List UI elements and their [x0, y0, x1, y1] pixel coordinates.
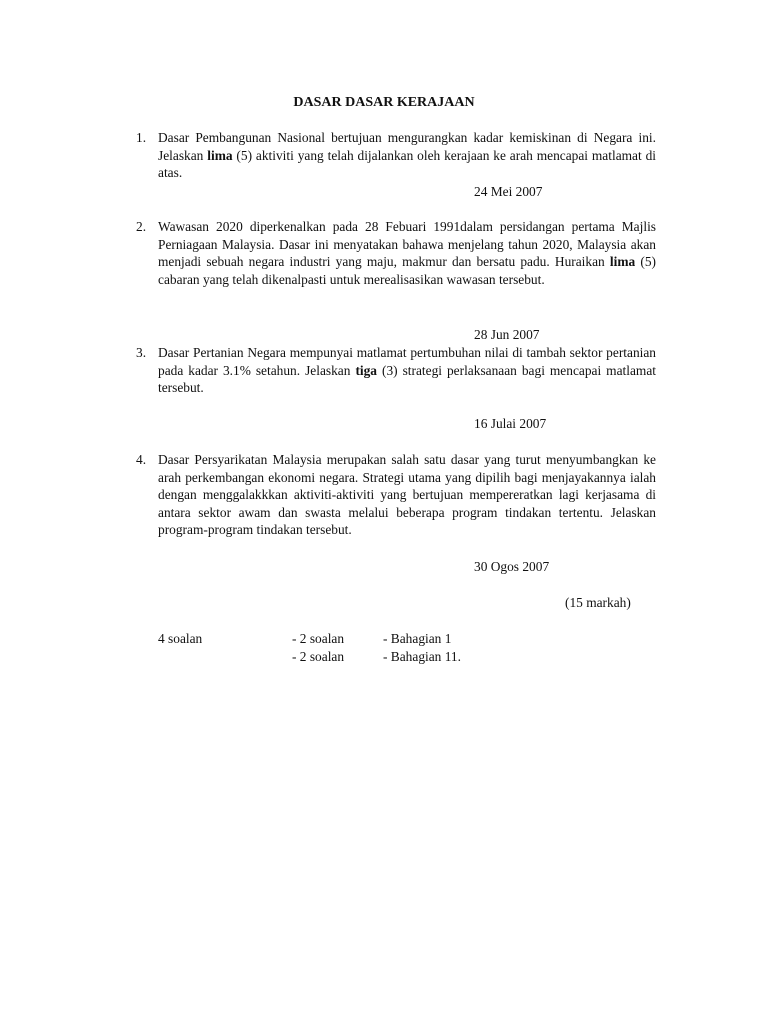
- question-text: Dasar Pertanian Negara mempunyai matlamat pertumbuhan nilai di tambah sektor pertanian pada kadar 3.1% setahun. Jelaskan tiga (3) strategi perlaksanaan bagi mencapai matlamat tersebut.: [158, 345, 656, 395]
- emphasis: tiga: [355, 362, 378, 378]
- question-1: [136, 129, 656, 182]
- question-number: 3.: [136, 345, 147, 360]
- emphasis: lima: [609, 254, 636, 269]
- summary-total: 4 soalan: [158, 631, 203, 646]
- question-3-date: 16 Julai 2007: [474, 416, 547, 431]
- summary-row2-count: - 2 soalan: [292, 649, 345, 664]
- emphasis: lima: [207, 147, 233, 163]
- question-3: [136, 344, 656, 397]
- question-2-date: 28 Jun 2007: [474, 327, 540, 342]
- summary-row1-count: - 2 soalan: [292, 631, 345, 646]
- question-4: [136, 451, 656, 539]
- question-1-date: 24 Mei 2007: [474, 184, 543, 199]
- document-title: DASAR DASAR KERAJAAN: [293, 95, 475, 110]
- summary-row1-section: - Bahagian 1: [383, 631, 452, 646]
- question-2: [136, 218, 656, 288]
- question-number: 2.: [136, 219, 147, 234]
- question-number: 4.: [136, 452, 147, 467]
- question-text: Wawasan 2020 diperkenalkan pada 28 Febuari 1991dalam persidangan pertama Majlis Perniagaan Malaysia. Dasar ini menyatakan bahawa menjelang tahun 2020, Malaysia akan menjadi sebuah negara industri yang maju, makmur dan bersatu padu. Huraikan lima (5) cabaran yang telah dikenalpasti untuk merealisasikan wawasan tersebut.: [158, 219, 656, 287]
- summary-row2-section: - Bahagian 11.: [383, 649, 461, 664]
- marks-label: (15 markah): [565, 595, 631, 610]
- question-4-date: 30 Ogos 2007: [474, 559, 550, 574]
- question-text: Dasar Pembangunan Nasional bertujuan mengurangkan kadar kemiskinan di Negara ini. Jelaskan lima (5) aktiviti yang telah dijalankan oleh kerajaan ke arah mencapai matlamat di atas.: [158, 130, 656, 180]
- question-number: 1.: [136, 130, 147, 145]
- question-text: Dasar Persyarikatan Malaysia merupakan salah satu dasar yang turut menyumbangkan ke arah perkembangan ekonomi negara. Strategi utama yang dipilih bagi menjayakannya ialah dengan menggalakkkan aktiviti-aktiviti yang bertujuan mempereratkan lagi kerjasama di antara sektor awam dan swasta melalui beberapa program tindakan tertentu. Jelaskan program-program tindakan tersebut.: [158, 452, 656, 537]
